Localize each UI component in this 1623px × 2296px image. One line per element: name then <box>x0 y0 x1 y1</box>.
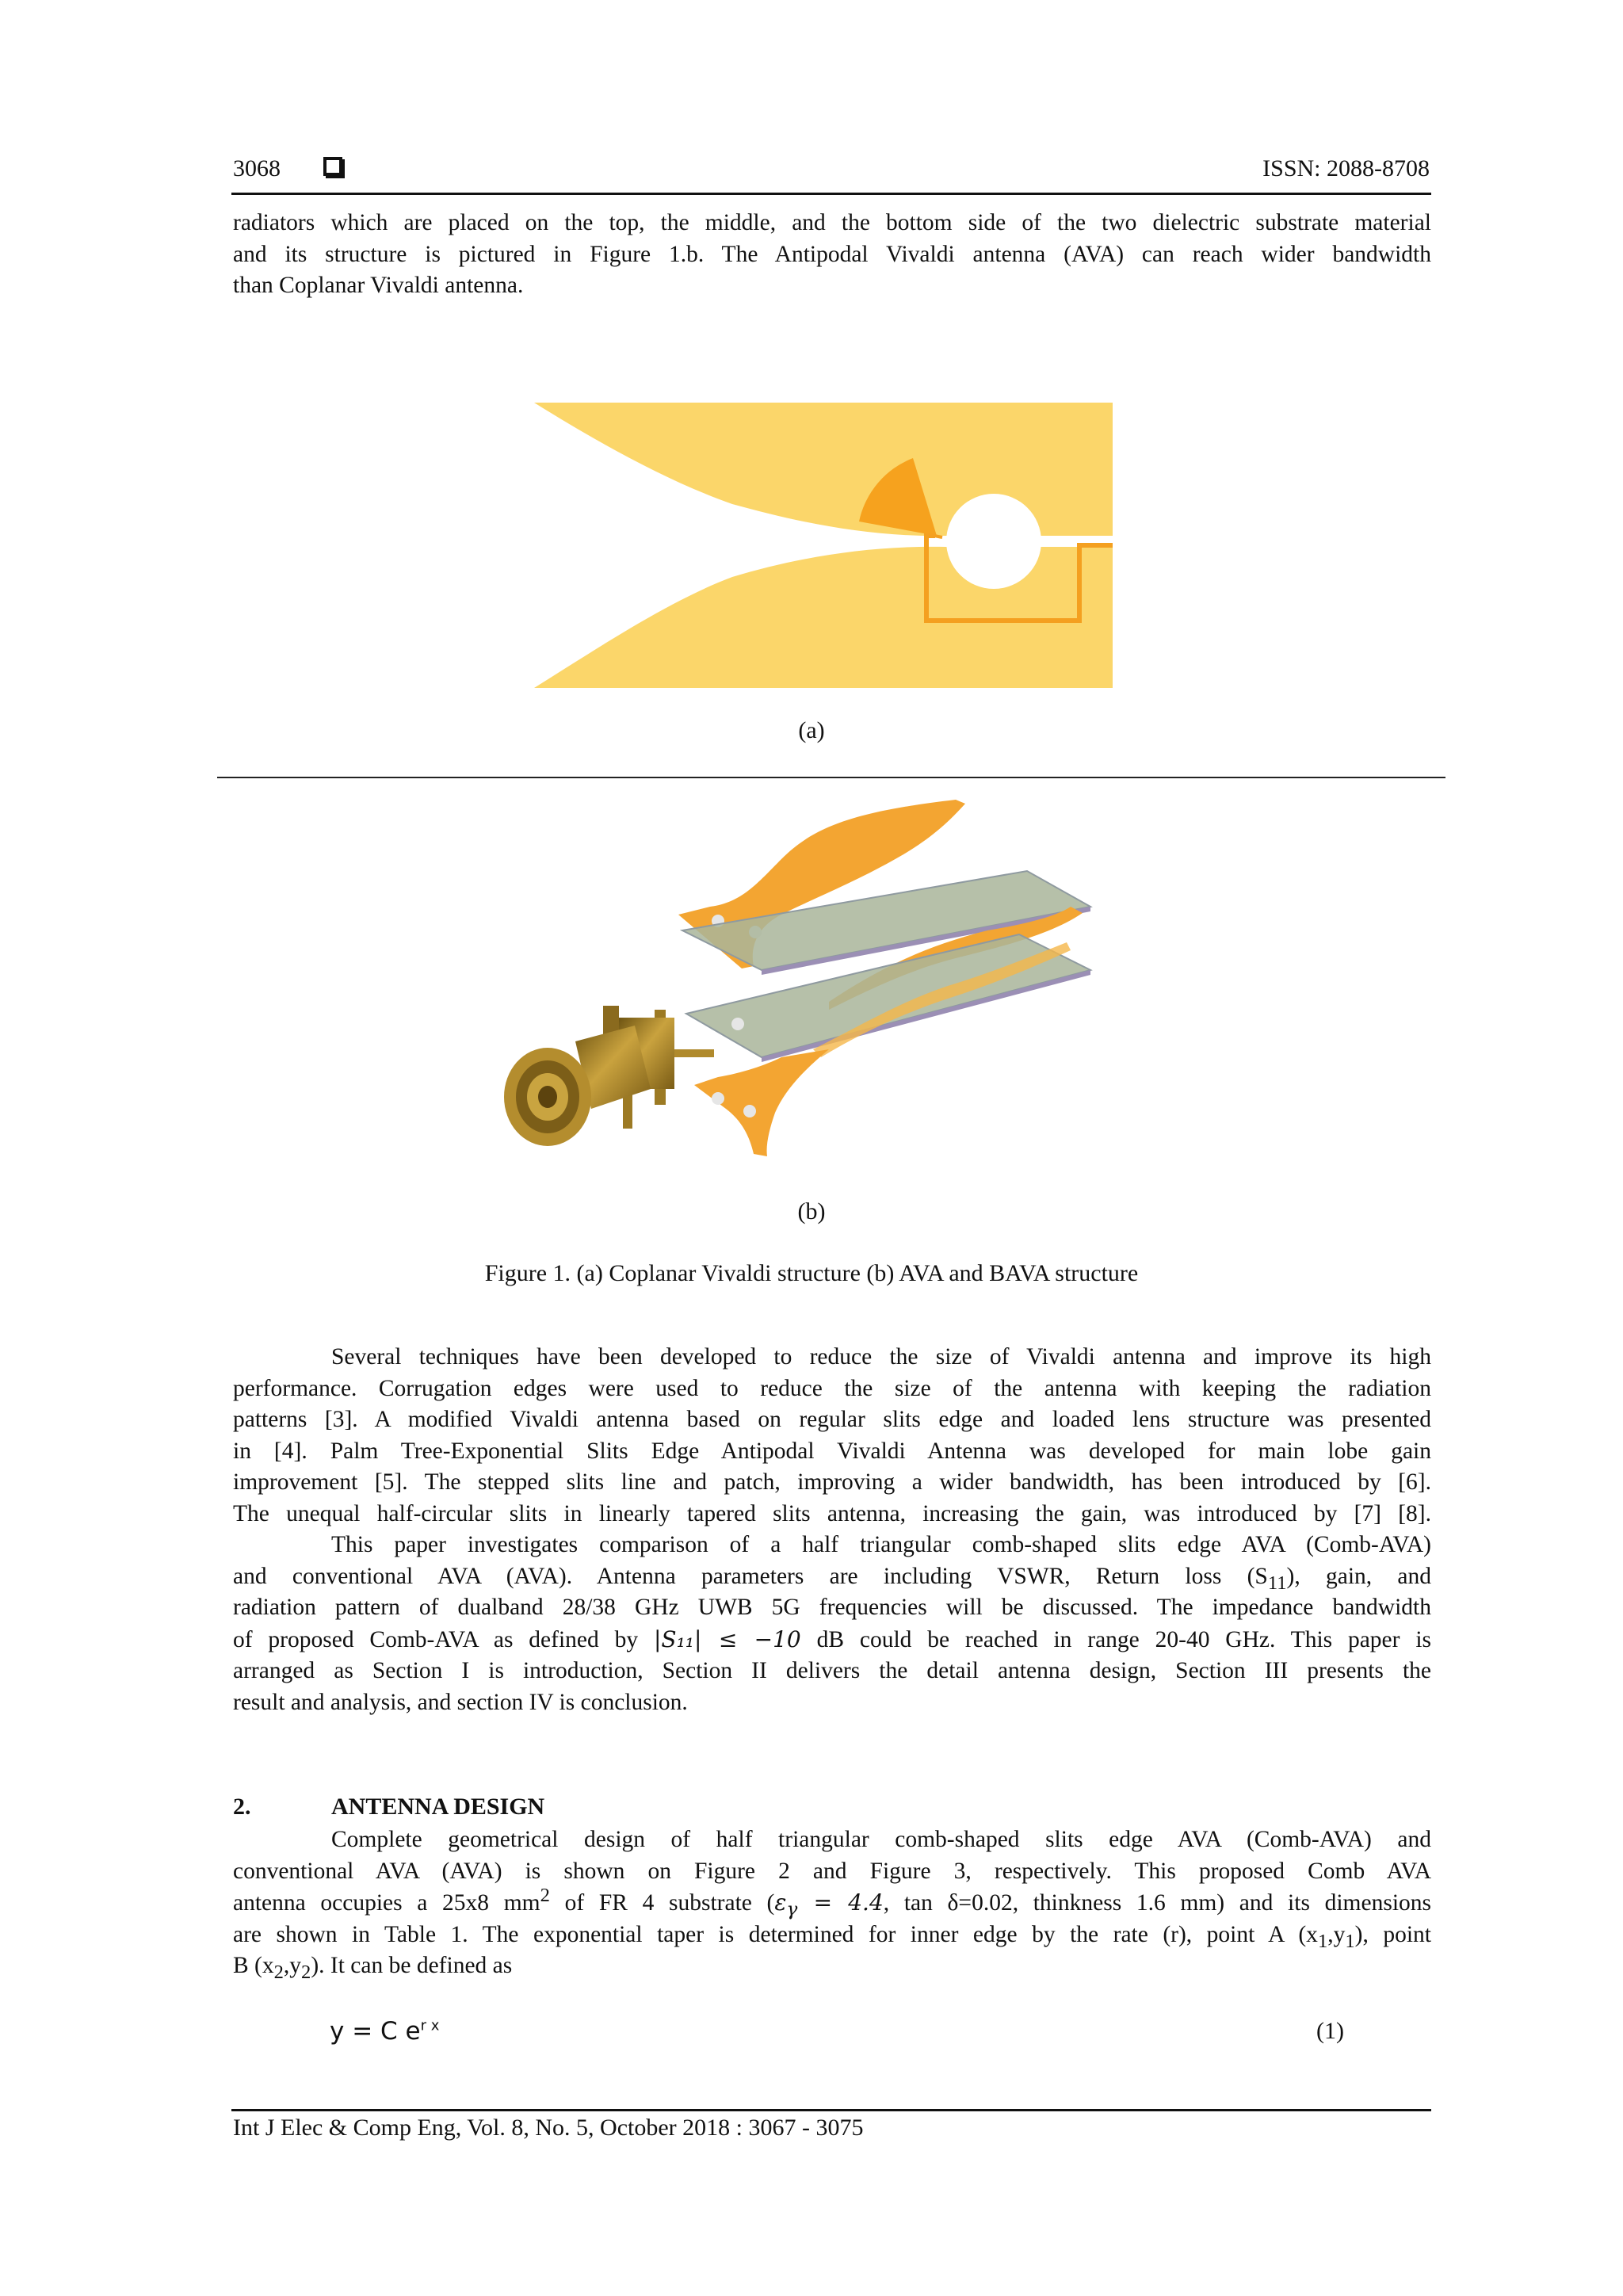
figure-label-b: (b) <box>797 1198 826 1224</box>
text-line: performance. Corrugation edges were used to reduce the size of the antenna with keeping the radiation <box>233 1375 1431 1401</box>
feed-line-stub <box>934 536 942 537</box>
permittivity-expression: $\varepsilon_\gamma = 4.4$ <box>774 1889 884 1920</box>
text-line: improvement [5]. The stepped slits line and patch, improving a wider bandwidth, has been introduced by [6]. <box>233 1469 1431 1495</box>
equation-1: y = C $e^{r x}$ <box>330 2017 440 2046</box>
journal-citation: Int J Elec & Comp Eng, Vol. 8, No. 5, October 2018 : 3067 - 3075 <box>233 2115 864 2141</box>
design-paragraph <box>233 1824 1431 1982</box>
via-pin <box>712 1092 724 1105</box>
text-line: than Coplanar Vivaldi antenna. <box>233 273 524 298</box>
text-line: Several techniques have been developed to reduce the size of Vivaldi antenna and improve its high <box>331 1344 1431 1370</box>
page-number: 3068 <box>233 155 281 181</box>
header-rule <box>231 193 1431 195</box>
section-heading <box>233 1794 544 1820</box>
techniques-paragraph <box>233 1342 1431 1530</box>
s11-expression: |S₁₁| ≤ −10 <box>653 1626 801 1652</box>
via-pin <box>743 1105 756 1117</box>
coplanar-vivaldi-figure <box>534 403 1113 688</box>
investigation-paragraph <box>233 1530 1431 1718</box>
figure-caption: Figure 1. (a) Coplanar Vivaldi structure (b) AVA and BAVA structure <box>484 1260 1139 1286</box>
text-line: Complete geometrical design of half triangular comb-shaped slits edge AVA (Comb-AVA) and <box>331 1827 1431 1852</box>
footer-rule <box>231 2109 1431 2111</box>
text-line: arranged as Section I is introduction, Section II delivers the detail antenna design, Section III presents the <box>233 1658 1431 1683</box>
ava-bava-figure <box>480 796 1114 1168</box>
slot-circle <box>946 494 1041 589</box>
text-line: The unequal half-circular slits in linearly tapered slits antenna, increasing the gain, was introduced by [7] [8]. <box>233 1500 1431 1526</box>
text-line: B $(x_2,y_2)$. It can be defined as <box>233 1953 513 1983</box>
text-line: radiation pattern of dualband 28/38 GHz UWB 5G frequencies will be discussed. The impedance bandwidth <box>233 1595 1431 1620</box>
journal-issn: ISSN: 2088-8708 <box>1262 155 1430 181</box>
equation-number: (1) <box>1316 2018 1344 2044</box>
sma-connector <box>504 1006 714 1146</box>
text-line: radiators which are placed on the top, the middle, and the bottom side of the two dielectric substrate material <box>233 210 1431 235</box>
text-line: and conventional AVA (AVA). Antenna parameters are including VSWR, Return loss $(S_{11})$, gain, and <box>233 1563 1431 1594</box>
text-line: conventional AVA (AVA) is shown on Figure 2 and Figure 3, respectively. This proposed Comb AVA <box>233 1858 1431 1884</box>
text-line: patterns [3]. A modified Vivaldi antenna based on regular slits edge and loaded lens structure was presented <box>233 1407 1431 1432</box>
text-line: of proposed Comb-AVA as defined by |S₁₁| ≤ −10 dB could be reached in range 20-40 GHz. This paper is <box>233 1626 1431 1652</box>
text-line: antenna occupies a 25x8 $mm^2$ of FR 4 substrate ($\varepsilon_\gamma = 4.4$, tan δ=0.02, thinkness 1.6 mm) and its dimensions <box>233 1885 1432 1920</box>
section-title: ANTENNA DESIGN <box>331 1794 545 1820</box>
text-line: and its structure is pictured in Figure 1.b. The Antipodal Vivaldi antenna (AVA) can reach wider bandwidth <box>233 241 1431 267</box>
figure-divider <box>217 777 1445 778</box>
text-line: in [4]. Palm Tree-Exponential Slits Edge Antipodal Vivaldi Antenna was developed for main lobe gain <box>233 1438 1431 1464</box>
text-line: This paper investigates comparison of a half triangular comb-shaped slits edge AVA (Comb-AVA) <box>331 1532 1431 1557</box>
text-line: are shown in Table 1. The exponential taper is determined for inner edge by the rate (r), point A $(x_1,y_1)$, point <box>233 1921 1431 1952</box>
via-pin <box>731 1018 744 1030</box>
text-line: result and analysis, and section IV is conclusion. <box>233 1689 688 1715</box>
figure-label-a: (a) <box>798 717 825 743</box>
section-number: 2. <box>233 1794 251 1820</box>
checkbox-glyph-icon <box>323 157 342 176</box>
intro-paragraph <box>233 208 1431 302</box>
